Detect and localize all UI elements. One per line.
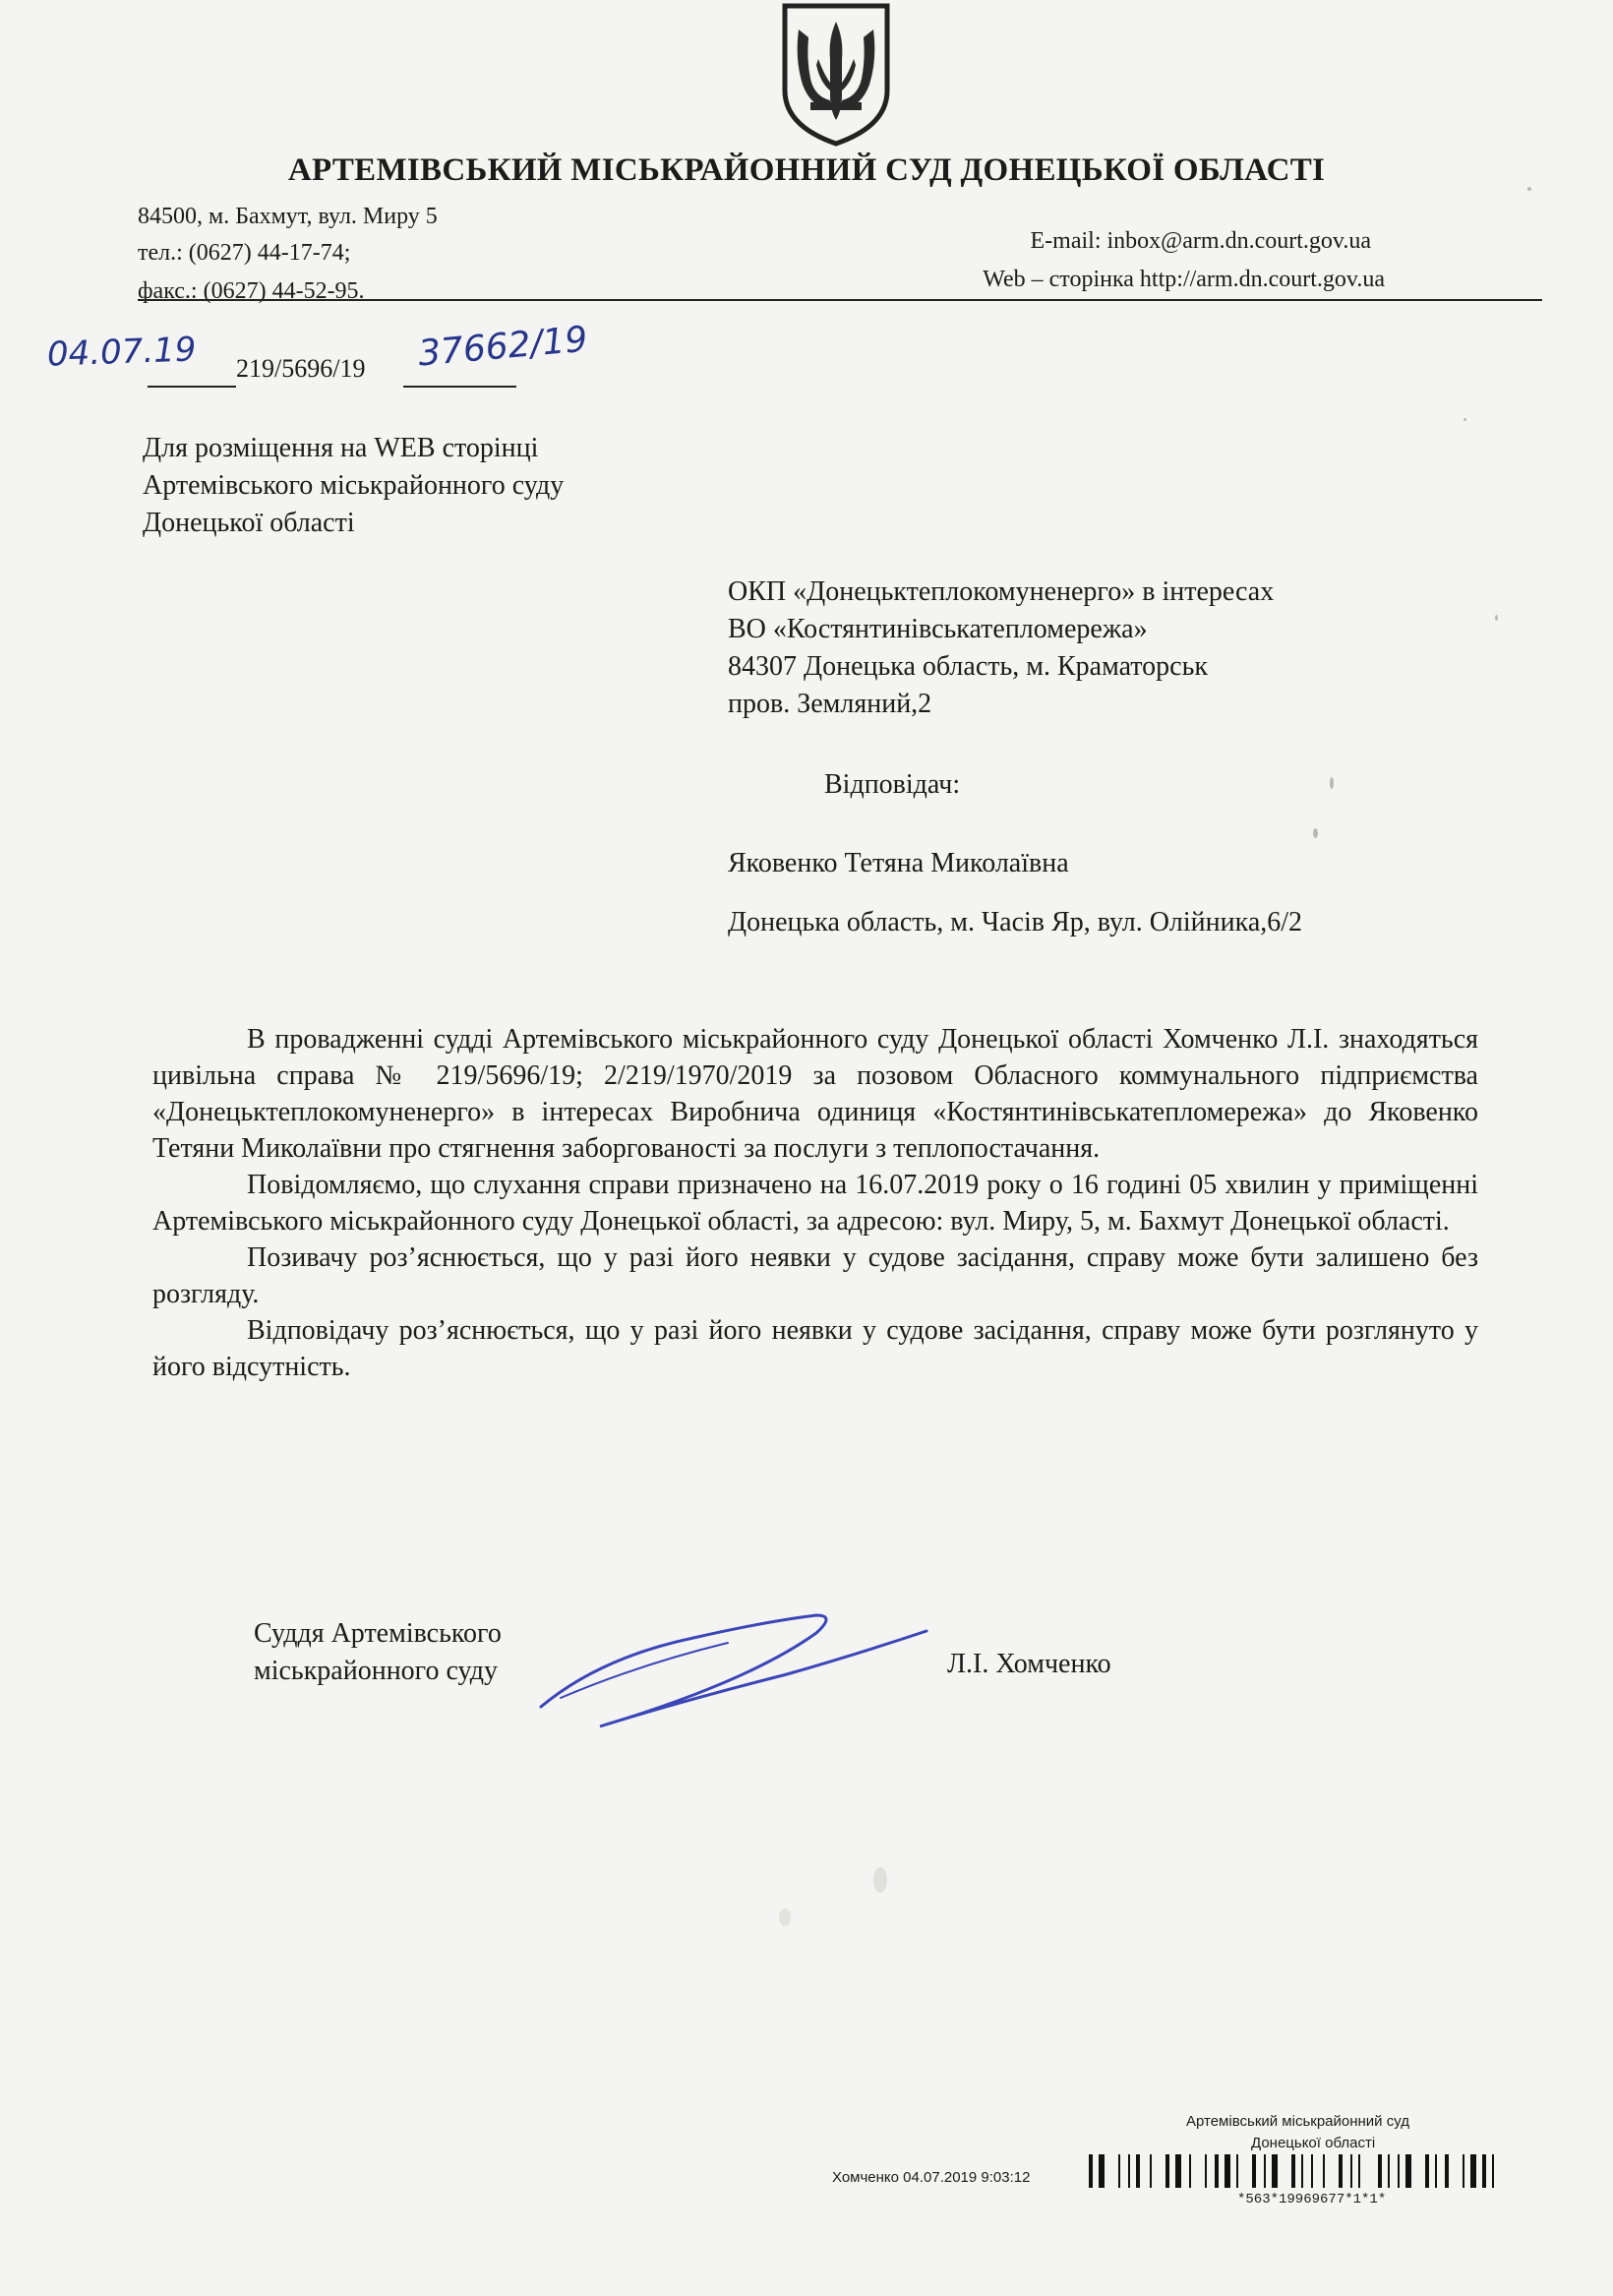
scan-speck — [1464, 418, 1466, 421]
barcode-text: *563*19969677*1*1* — [1237, 2192, 1387, 2207]
judge-name: Л.І. Хомченко — [947, 1649, 1111, 1679]
judge-title-line: Суддя Артемівського — [254, 1618, 502, 1649]
web-note-line: Для розміщення на WEB сторінці — [143, 433, 539, 463]
defendant-address: Донецька область, м. Часів Яр, вул. Олійника,6/2 — [728, 907, 1303, 937]
court-email: E-mail: inbox@arm.dn.court.gov.ua — [1030, 228, 1371, 254]
scan-speck — [1330, 777, 1334, 789]
court-fax: факс.: (0627) 44-52-95. — [138, 278, 365, 304]
recipient-line: 84307 Донецька область, м. Краматорськ — [728, 651, 1208, 682]
stamp-user-timestamp: Хомченко 04.07.2019 9:03:12 — [832, 2169, 1031, 2186]
body-paragraph: В провадженні судді Артемівського міськрайонного суду Донецької області Хомченко Л.І. знаходяться цивільна справа № 219/5696/19; 2/219/1970/2019 за позовом Обласного коммунального підприємства «Донецьктеплокомуненерго» в інтересах Виробнича одиниця «Костянтинівськатепломережа» до Яковенко Тетяни Миколаївни про стягнення заборгованості за послуги з теплопостачання. — [152, 1024, 1478, 1164]
header-divider — [138, 299, 1542, 301]
date-underline — [148, 386, 236, 388]
judge-title — [254, 1615, 502, 1690]
letter-body — [152, 1021, 1478, 1385]
outgoing-underline — [403, 386, 516, 388]
scan-speck — [779, 1908, 791, 1926]
court-phone: тел.: (0627) 44-17-74; — [138, 240, 351, 266]
body-paragraph: Повідомляємо, що слухання справи призначено на 16.07.2019 року о 16 годині 05 хвилин у приміщенні Артемівського міськрайонного суду Донецької області, за адресою: вул. Миру, 5, м. Бахмут Донецької області. — [152, 1170, 1478, 1237]
handwritten-signature — [521, 1603, 934, 1731]
body-paragraph: Відповідачу роз’яснюється, що у разі його неявки у судове засідання, справу може бути розглянуто у його відсутність. — [152, 1315, 1478, 1382]
defendant-label: Відповідач: — [824, 769, 961, 800]
coat-of-arms-icon — [777, 0, 895, 148]
handwritten-outgoing-number: 37662/19 — [416, 319, 589, 375]
web-note-line: Артемівського міськрайонного суду — [143, 470, 565, 501]
court-address: 84500, м. Бахмут, вул. Миру 5 — [138, 204, 438, 229]
judge-title-line: міськрайонного суду — [254, 1656, 499, 1686]
recipient-block — [728, 574, 1274, 723]
recipient-line: ОКП «Донецьктеплокомуненерго» в інтересах — [728, 576, 1275, 607]
stamp-court-name: Артемівський міськрайонний суд — [1186, 2113, 1409, 2130]
body-paragraph: Позивачу роз’яснюється, що у разі його неявки у судове засідання, справу може бути залишено без розгляду. — [152, 1242, 1478, 1309]
case-number: 219/5696/19 — [236, 354, 366, 383]
scan-speck — [873, 1867, 887, 1893]
web-placement-note — [143, 430, 564, 542]
web-note-line: Донецької області — [143, 508, 355, 538]
defendant-name: Яковенко Тетяна Миколаївна — [728, 848, 1069, 878]
recipient-line: пров. Земляний,2 — [728, 689, 932, 719]
scan-speck — [1495, 615, 1498, 621]
court-title: АРТЕМІВСЬКИЙ МІСЬКРАЙОННИЙ СУД ДОНЕЦЬКОЇ ОБЛАСТІ — [287, 152, 1326, 188]
scan-speck — [1313, 828, 1318, 838]
handwritten-date: 04.07.19 — [46, 330, 198, 375]
recipient-line: ВО «Костянтинівськатепломережа» — [728, 614, 1148, 644]
barcode-icon — [1089, 2154, 1571, 2194]
court-website: Web – сторінка http://arm.dn.court.gov.ua — [983, 267, 1385, 292]
scan-speck — [1527, 187, 1531, 191]
stamp-region: Донецької області — [1251, 2135, 1376, 2151]
